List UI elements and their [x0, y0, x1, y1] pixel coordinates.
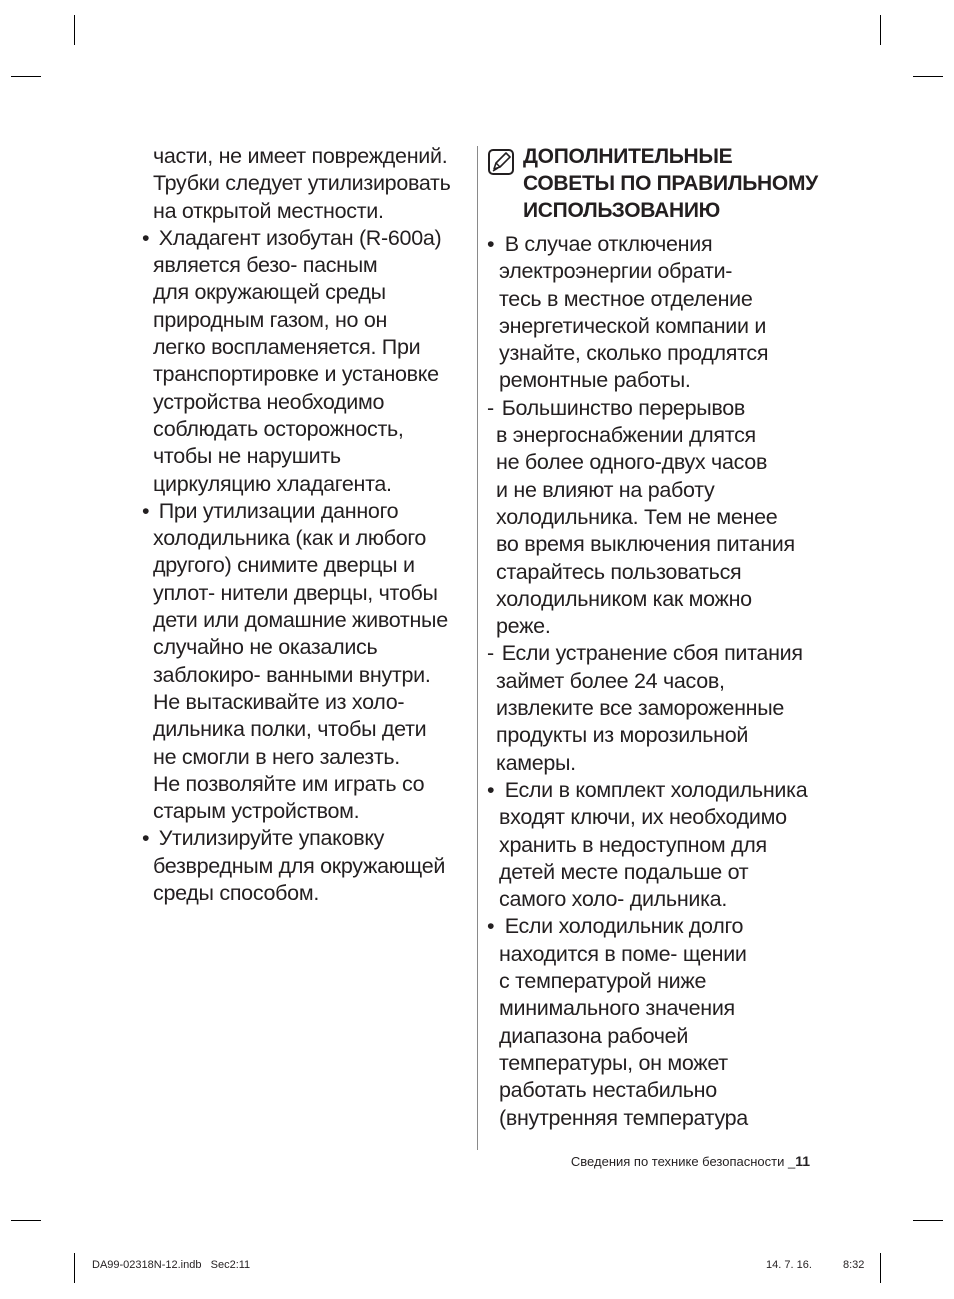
- text-line: минимального значения: [499, 996, 735, 1021]
- text-line: чтобы не нарушить: [153, 444, 341, 469]
- text-line: уплот- нители дверцы, чтобы: [153, 580, 438, 605]
- crop-mark-top-right: [880, 15, 881, 45]
- text-line: входят ключи, их необходимо: [499, 805, 787, 830]
- page-number: 11: [795, 1153, 810, 1169]
- text-line: реже.: [496, 614, 551, 639]
- text-line: дети или домашние животные: [153, 608, 448, 633]
- text-line: холодильника. Тем не менее: [496, 504, 778, 529]
- text-line: самого холо- дильника.: [499, 887, 728, 912]
- heading-text: [523, 143, 818, 224]
- text-line: извлеките все замороженные: [496, 696, 785, 721]
- slug-file: DA99-02318N-12.indb Sec2:11: [92, 1259, 251, 1271]
- text-line: Не позволяйте им играть со: [153, 771, 425, 796]
- bullet-item-power-outage: [487, 231, 827, 395]
- bullet-mark: •: [487, 232, 495, 256]
- text-line: Если холодильник долго: [504, 914, 744, 939]
- text-line: (внутренняя температура: [499, 1105, 748, 1130]
- crop-mark-top-right-h: [913, 76, 943, 77]
- bullet-mark: •: [487, 914, 495, 939]
- text-line: холодильником как можно: [496, 586, 752, 611]
- text-line: старым устройством.: [153, 799, 360, 824]
- bullet-item-keys: [487, 777, 827, 913]
- text-line: на открытой местности.: [153, 198, 384, 223]
- text-line: Трубки следует утилизировать: [153, 171, 451, 196]
- text-line: работать нестабильно: [499, 1078, 717, 1103]
- text-line: устройства необходимо: [153, 389, 385, 414]
- text-line: Утилизируйте упаковку: [158, 826, 385, 851]
- bullet-item-refrigerant: [142, 225, 472, 498]
- bullet-item-packaging: [142, 825, 472, 907]
- dash-item-outage-duration: [487, 395, 827, 641]
- crop-mark-bottom-right: [880, 1253, 881, 1283]
- dash-mark: -: [487, 641, 494, 666]
- left-column: [142, 143, 472, 907]
- page-footer: [571, 1153, 810, 1169]
- text-line: хранить в недоступном для: [499, 832, 767, 857]
- text-line: Хладагент изобутан (R-600a): [158, 225, 442, 250]
- text-line: электроэнергии обрати-: [499, 259, 733, 284]
- text-line: легко воспламеняется. При: [153, 335, 421, 360]
- text-line: узнайте, сколько продлятся: [499, 341, 769, 366]
- column-divider: [477, 146, 478, 1150]
- text-line: во время выключения питания: [496, 532, 795, 557]
- text-line: Не вытаскивайте из холо-: [153, 689, 405, 714]
- bullet-item-low-temperature: [487, 913, 827, 1131]
- heading-line: ДОПОЛНИТЕЛЬНЫЕ: [523, 145, 733, 168]
- text-line: камеры.: [496, 750, 576, 775]
- text-line: продукты из морозильной: [496, 723, 749, 748]
- text-line: энергетической компании и: [499, 313, 767, 338]
- text-line: температуры, он может: [499, 1050, 728, 1075]
- text-line: ремонтные работы.: [499, 368, 691, 393]
- text-line: не более одного-двух часов: [496, 450, 768, 475]
- heading-line: ИСПОЛЬЗОВАНИЮ: [523, 199, 720, 222]
- crop-mark-top-left: [74, 15, 75, 45]
- text-line: с температурой ниже: [499, 969, 707, 994]
- text-line: не смогли в него залезть.: [153, 744, 400, 769]
- text-line: детей месте подальше от: [499, 859, 749, 884]
- text-line: в энергоснабжении длятся: [496, 423, 756, 448]
- right-column: [487, 143, 827, 1132]
- bullet-item-disposal: [142, 498, 472, 826]
- text-line: и не влияют на работу: [496, 477, 715, 502]
- text-line: находится в поме- щении: [499, 941, 747, 966]
- text-line: тесь в местное отделение: [499, 286, 753, 311]
- text-line: диапазона рабочей: [499, 1023, 689, 1048]
- text-line: транспортировке и установке: [153, 362, 439, 387]
- text-line: заблокиро- ванными внутри.: [153, 662, 431, 687]
- dash-item-long-outage: [487, 640, 827, 776]
- text-line: займет более 24 часов,: [496, 668, 725, 693]
- text-line: В случае отключения: [504, 232, 713, 256]
- bullet-mark: •: [142, 826, 150, 851]
- slug-time: 8:32: [843, 1259, 865, 1271]
- bullet-mark: •: [487, 777, 495, 802]
- bullet-mark: •: [142, 225, 150, 250]
- text-line: Если устранение сбоя питания: [501, 641, 803, 666]
- slug-date: 14. 7. 16.: [766, 1259, 812, 1271]
- text-line: случайно не оказались: [153, 635, 378, 660]
- heading-line: СОВЕТЫ ПО ПРАВИЛЬНОМУ: [523, 172, 818, 195]
- bullet-mark: •: [142, 498, 150, 523]
- text-line: циркуляцию хладагента.: [153, 471, 392, 496]
- text-line: является безо- пасным: [153, 253, 378, 278]
- intro-paragraph: [142, 143, 472, 225]
- crop-mark-bottom-right-h: [913, 1220, 943, 1221]
- text-line: Большинство перерывов: [501, 395, 746, 420]
- text-line: другого) снимите дверцы и: [153, 553, 415, 578]
- text-line: для окружающей среды: [153, 280, 386, 305]
- text-line: природным газом, но он: [153, 307, 388, 332]
- text-line: При утилизации данного: [158, 498, 399, 523]
- crop-mark-bottom-left: [74, 1253, 75, 1283]
- footer-section-title: Сведения по технике безопасности _: [570, 1154, 796, 1169]
- crop-mark-top-left-h: [11, 76, 41, 77]
- note-pencil-icon: [487, 148, 515, 176]
- text-line: дильника полки, чтобы дети: [153, 717, 427, 742]
- text-line: холодильника (как и любого: [153, 526, 427, 551]
- text-line: старайтесь пользоваться: [496, 559, 742, 584]
- text-line: Если в комплект холодильника: [504, 777, 808, 802]
- text-line: соблюдать осторожность,: [153, 416, 404, 441]
- text-line: безвредным для окружающей: [153, 853, 446, 878]
- text-line: среды способом.: [153, 881, 319, 906]
- dash-mark: -: [487, 395, 494, 420]
- crop-mark-bottom-left-h: [11, 1220, 41, 1221]
- section-heading: [487, 143, 827, 224]
- text-line: части, не имеет повреждений.: [153, 144, 448, 168]
